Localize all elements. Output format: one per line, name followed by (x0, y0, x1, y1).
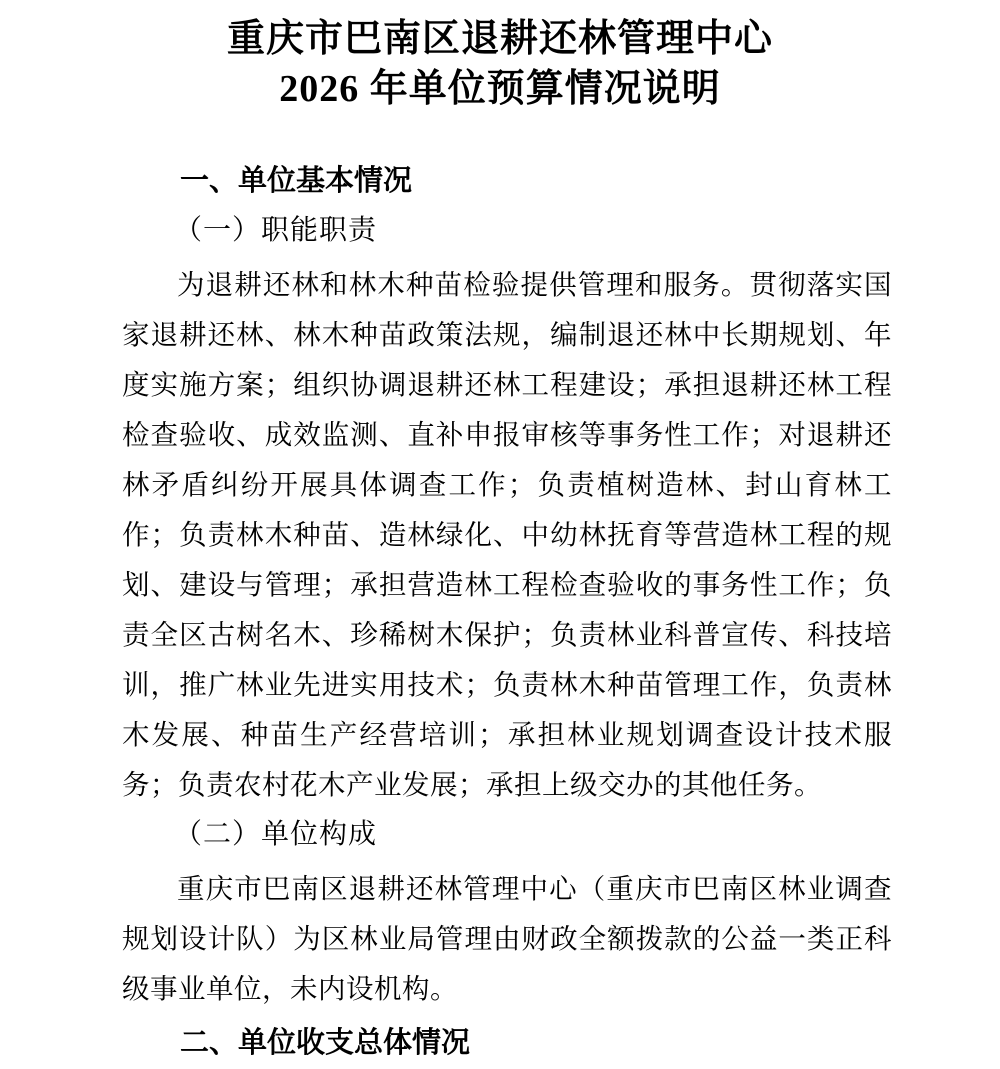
paragraph-duties: 为退耕还林和林木种苗检验提供管理和服务。贯彻落实国家退耕还林、林木种苗政策法规，编制退还林中长期规划、年度实施方案；组织协调退耕还林工程建设；承担退耕还林工程检查验收、成效监测、直补申报审核等事务性工作；对退耕还林矛盾纠纷开展具体调查工作；负责植树造林、封山育林工作；负责林木种苗、造林绿化、中幼林抚育等营造林工程的规划、建设与管理；承担营造林工程检查验收的事务性工作；负责全区古树名木、珍稀树木保护；负责林业科普宣传、科技培训，推广林业先进实用技术；负责林木种苗管理工作，负责林木发展、种苗生产经营培训；承担林业规划调查设计技术服务；负责农村花木产业发展；承担上级交办的其他任务。 (122, 269, 892, 800)
paragraph-composition: 重庆市巴南区退耕还林管理中心（重庆市巴南区林业调查规划设计队）为区林业局管理由财政全额拨款的公益一类正科级事业单位，未内设机构。 (122, 873, 892, 1004)
subsection-heading-composition: （二）单位构成 (174, 819, 378, 850)
subsection-heading-duties: （一）职能职责 (174, 215, 378, 246)
section-heading-revenue-expenditure: 二、单位收支总体情况 (180, 1027, 471, 1059)
document-body (122, 156, 892, 1068)
document-title-line1: 重庆市巴南区退耕还林管理中心 (226, 18, 773, 60)
section-heading-basic-info: 一、单位基本情况 (180, 165, 413, 197)
document-title-line2: 2026 年单位预算情况说明 (279, 68, 721, 110)
document-title (0, 0, 1000, 114)
